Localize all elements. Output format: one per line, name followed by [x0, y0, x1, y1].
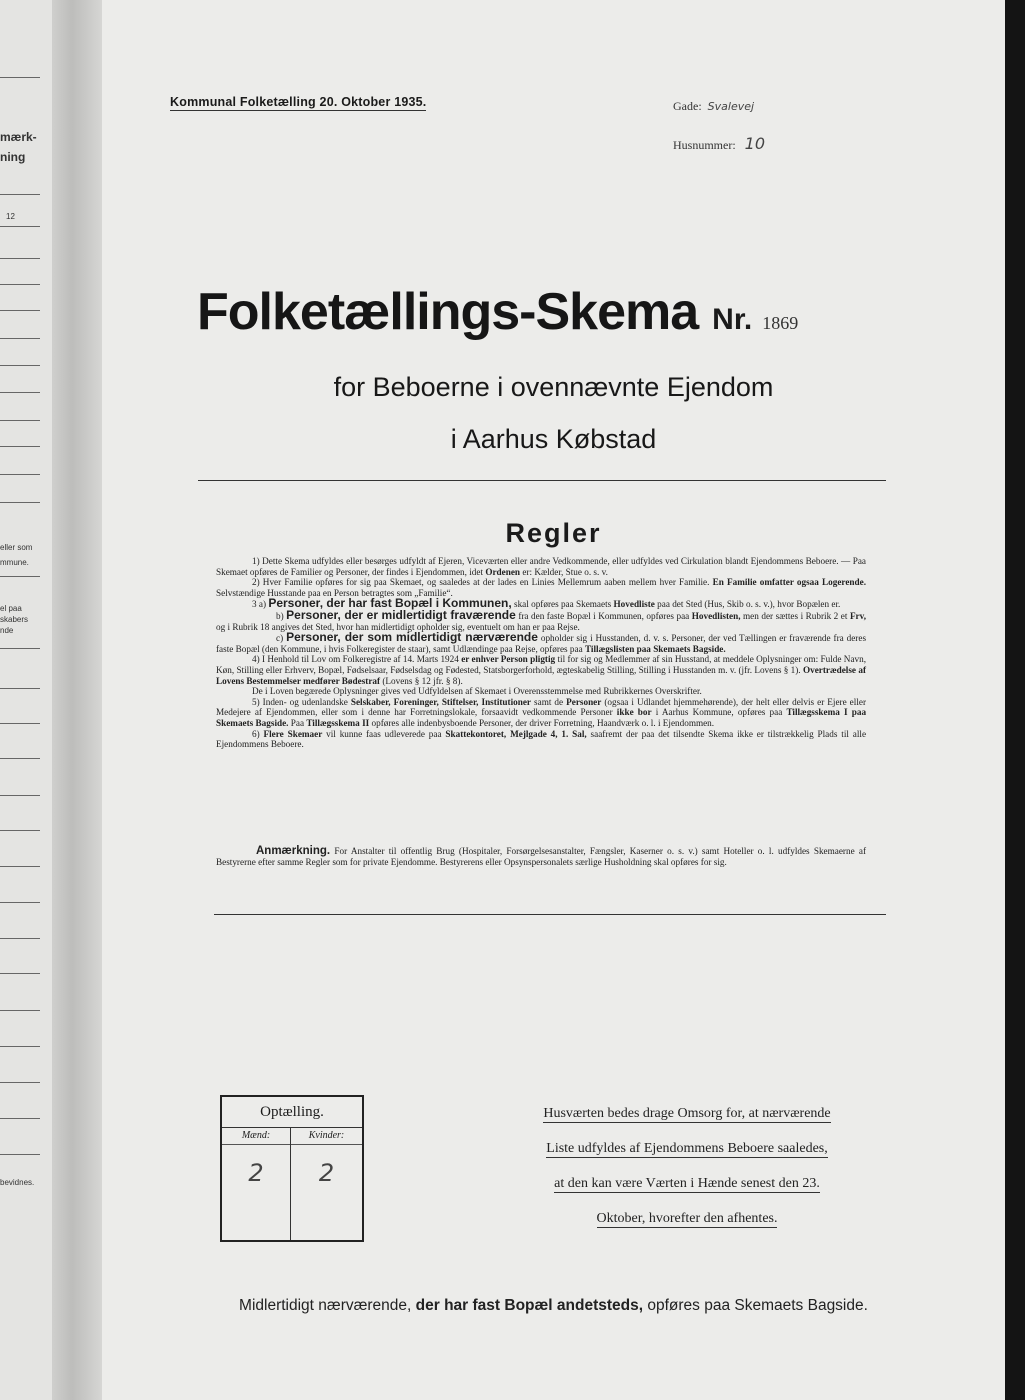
- rules-text: [216, 556, 866, 750]
- margin-rule: [0, 310, 40, 311]
- margin-rule: [0, 502, 40, 503]
- footer-instruction: Midlertidigt nærværende, der har fast Bopæl andetsteds, opføres paa Skemaets Bagside.: [239, 1297, 868, 1314]
- men-label: Mænd:: [222, 1128, 290, 1145]
- margin-rule: [0, 77, 40, 78]
- margin-fragment: el paa: [0, 604, 22, 613]
- margin-fragment: mærk-: [0, 130, 37, 144]
- subtitle-residents: for Beboerne i ovennævnte Ejendom: [333, 372, 774, 402]
- margin-rule: [0, 420, 40, 421]
- rule-3a: 3 a) Personer, der har fast Bopæl i Kommunen, skal opføres paa Skemaets Hovedliste paa det Sted (Hus, Skib o. s. v.), hvor Bopælen er.: [252, 596, 841, 611]
- margin-rule: [0, 902, 40, 903]
- notice-line: Oktober, hvorefter den afhentes.: [596, 1211, 778, 1226]
- house-number-label: Husnummer:: [673, 138, 736, 152]
- margin-rule: [0, 446, 40, 447]
- margin-rule: [0, 973, 40, 974]
- men-count: 2: [248, 1159, 264, 1187]
- rules-heading: Regler: [505, 518, 602, 548]
- subtitle-town: i Aarhus Købstad: [450, 424, 657, 454]
- rule-6: 6) Flere Skemaer vil kunne faas udleverede paa Skattekontoret, Mejlgade 4, 1. Sal, saafremt der paa det tilsendte Skema ikke er tilstrækkelig Plads til alle Ejendommens Beboere.: [216, 728, 867, 750]
- women-label: Kvinder:: [291, 1128, 362, 1145]
- street-label: Gade:: [673, 99, 702, 113]
- count-box: [220, 1095, 364, 1242]
- rule-1: 1) Dette Skema udfyldes eller besørges udfyldt af Ejeren, Viceværten eller andre Vedkommende, eller udfyldes ved Cirkulation blandt Ejendommens Beboere. — Paa Skemaet opføres de Familier og Personer, der findes i Ejendommen, idet Ordenen er: Kælder, Stue o. s. v.: [216, 556, 866, 577]
- margin-fragment: skabers: [0, 615, 29, 624]
- margin-rule: [0, 258, 40, 259]
- margin-rule: [0, 938, 40, 939]
- margin-rule: [0, 1082, 40, 1083]
- margin-fragment: ning: [0, 150, 26, 164]
- house-number-field: [673, 134, 765, 153]
- census-form-page: [102, 0, 1005, 1400]
- form-number-label: Nr.: [712, 303, 753, 336]
- men-column: [222, 1128, 291, 1240]
- margin-rule: [0, 758, 40, 759]
- margin-rule: [0, 365, 40, 366]
- scan-border: [1005, 0, 1025, 1400]
- house-number-value: 10: [744, 134, 766, 153]
- remark: [216, 846, 866, 868]
- margin-fragment: bevidnes.: [0, 1178, 35, 1187]
- remark-text: For Anstalter til offentlig Brug (Hospitaler, Forsørgelsesanstalter, Fængsler, Kaserner o. s. v.) samt Hoteller o. l. udfyldes Skemaerne af Bestyrerne efter samme Regler som for private Ejendomme. Bestyrerens eller Opsynspersonalets særlige Husholdning skal opføres for sig.: [216, 846, 867, 867]
- rule-4-cont: De i Loven begærede Oplysninger gives ved Udfyldelsen af Skemaet i Overensstemmelse med Rubrikkernes Overskrifter.: [252, 686, 702, 697]
- margin-rule: [0, 1118, 40, 1119]
- rule-3b: b) Personer, der er midlertidigt fraværende fra den faste Bopæl i Kommunen, opføres paa Hovedlisten, men der sættes i Rubrik 2 et Frv, og i Rubrik 18 angives det Sted, hvor han midlertidigt opholder sig, eventuelt om han er paa Rejse.: [216, 607, 867, 632]
- women-count: 2: [318, 1159, 335, 1187]
- count-box-title: Optælling.: [222, 1097, 362, 1128]
- divider: [214, 914, 886, 915]
- divider: [198, 480, 886, 481]
- margin-rule: [0, 474, 40, 475]
- rule-3c: c) Personer, der som midlertidigt nærværende opholder sig i Husstanden, d. v. s. Personer, der ved Tællingen er fraværende fra deres faste Bopæl (den Kommune, i hvis Folkeregister de staar), samt Udlændinge paa Rejse, opføres paa Tillægslisten paa Skemaets Bagside.: [216, 630, 867, 654]
- form-title: [197, 282, 917, 342]
- women-column: [291, 1128, 362, 1240]
- margin-rule: [0, 795, 40, 796]
- margin-rule: [0, 648, 40, 649]
- margin-rule: [0, 392, 40, 393]
- margin-fragment: nde: [0, 626, 14, 635]
- rule-4: 4) I Henhold til Lov om Folkeregistre af 14. Marts 1924 er enhver Person pligtig til for sig og Medlemmer af sin Husstand, at meddele Oplysninger om: Fulde Navn, Køn, Stilling eller Erhverv, Bopæl, Fødselsaar, Fødselsdag og Fødested, Statsborgerforhold, ægteskabelig Stilling, Stilling i Husstanden m. v. (jfr. Lovens § 1). Overtrædelse af Lovens Bestemmelser medfører Bødestraf (Lovens § 12 jfr. § 8).: [216, 654, 867, 686]
- street-field: [673, 99, 754, 114]
- margin-fragment: eller som: [0, 543, 33, 552]
- margin-rule: [0, 688, 40, 689]
- remark-label: Anmærkning.: [256, 845, 331, 857]
- rule-5: 5) Inden- og udenlandske Selskaber, Foreninger, Stiftelser, Institutioner samt de Personer (ogsaa i Udlandet hjemmehørende), der helt eller delvis er Ejere eller Medejere af Ejendommen, eller som i denne har Forretningslokale, forsaavidt vedkommende Personer ikke bor i Aarhus Kommune, opføres paa Tillægsskema I paa Skemaets Bagside. Paa Tillægsskema II opføres alle indenbysboende Personer, der driver Forretning, Haandværk o. l. i Ejendommen.: [216, 696, 867, 728]
- notice-line: Liste udfyldes af Ejendommens Beboere saaledes,: [546, 1141, 828, 1156]
- margin-rule: [0, 338, 40, 339]
- page-gutter: [52, 0, 102, 1400]
- margin-rule: [0, 723, 40, 724]
- previous-page-edge: [0, 0, 52, 1400]
- notice-line: at den kan være Værten i Hænde senest den 23.: [554, 1176, 820, 1191]
- margin-rule: [0, 830, 40, 831]
- margin-rule: [0, 194, 40, 195]
- census-title: Kommunal Folketælling 20. Oktober 1935.: [170, 95, 427, 109]
- margin-rule: [0, 1010, 40, 1011]
- margin-rule: [0, 1046, 40, 1047]
- form-number-value: 1869: [762, 313, 799, 333]
- margin-rule: [0, 866, 40, 867]
- street-value: Svalevej: [707, 100, 755, 113]
- margin-rule: [0, 1154, 40, 1155]
- margin-rule: [0, 226, 40, 227]
- margin-rule: [0, 284, 40, 285]
- rule-2: 2) Hver Familie opføres for sig paa Skemaet, og saaledes at der lades en Linies Mellemrum aaben mellem hver Familie. En Familie omfatter ogsaa Logerende. Selvstændige Husstande paa en Person betragtes som „Familie“.: [216, 577, 866, 598]
- margin-rule: [0, 576, 40, 577]
- form-title-main: Folketællings-Skema: [197, 283, 699, 341]
- margin-fragment: mmune.: [0, 558, 29, 567]
- margin-fragment: 12: [6, 212, 15, 221]
- notice-line: Husværten bedes drage Omsorg for, at nærværende: [543, 1106, 831, 1121]
